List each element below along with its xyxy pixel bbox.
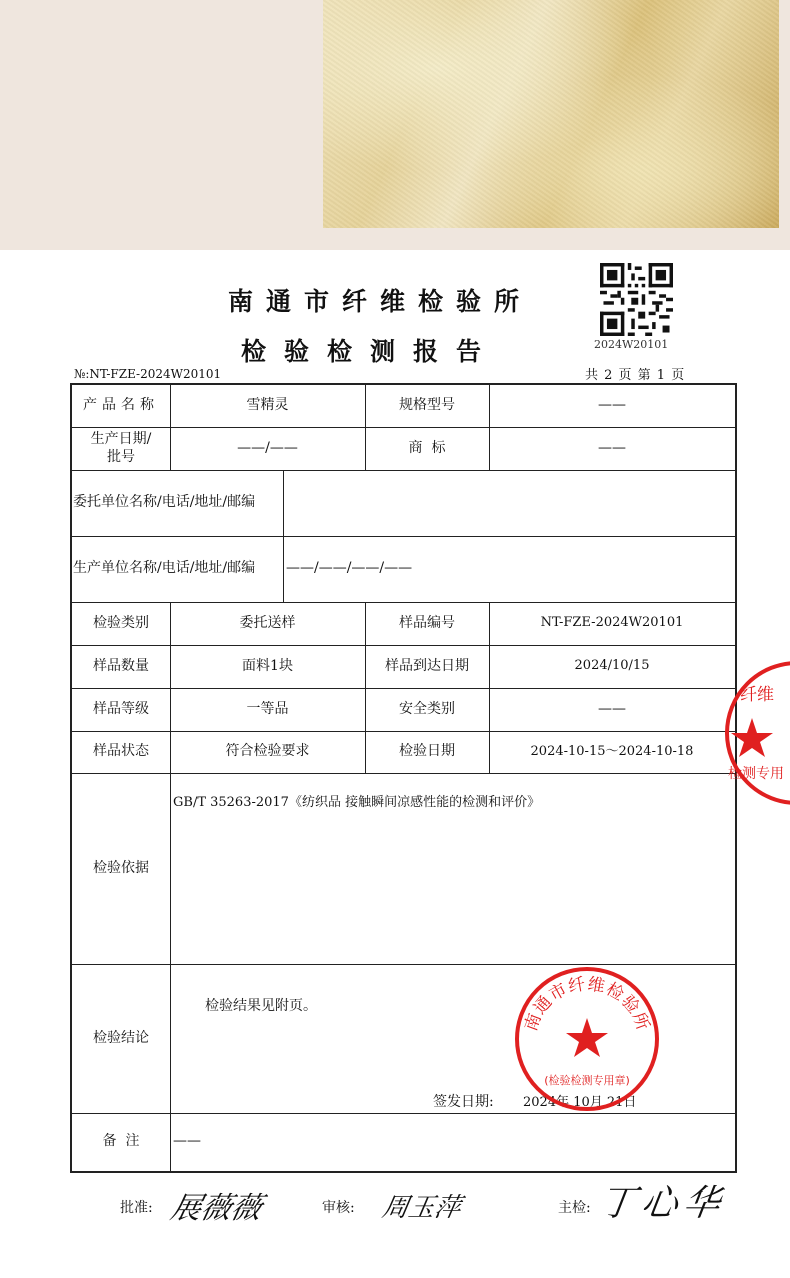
test-date-label: 检验日期 xyxy=(399,743,455,760)
seam-stamp-bottom-text: 检测专用 xyxy=(728,766,784,782)
safety-value: —— xyxy=(598,700,626,717)
producer-label: 生产单位名称/电话/地址/邮编 xyxy=(73,560,256,577)
institute-title: 南通市纤维检验所 xyxy=(227,287,532,316)
inspection-type-label: 检验类别 xyxy=(93,614,149,631)
sample-no-value: NT-FZE-2024W20101 xyxy=(540,615,684,631)
review-label: 审核: xyxy=(322,1200,355,1216)
sample-no-label: 样品编号 xyxy=(399,614,455,631)
basis-label: 检验依据 xyxy=(93,859,149,876)
test-date-value: 2024-10-15～2024-10-18 xyxy=(530,743,694,759)
conclusion-label: 检验结论 xyxy=(93,1029,149,1046)
top-banner xyxy=(0,0,790,250)
report-number: №:NT-FZE-2024W20101 xyxy=(74,367,222,381)
spec-value: —— xyxy=(598,397,626,414)
inspector-label: 主检: xyxy=(558,1200,591,1216)
approve-label: 批准: xyxy=(120,1200,153,1216)
client-value xyxy=(283,470,735,536)
date-batch-label: 生产日期/ 批号 xyxy=(90,431,152,465)
sample-qty-label: 样品数量 xyxy=(93,657,149,674)
client-label: 委托单位名称/电话/地址/邮编 xyxy=(73,494,256,511)
seam-stamp-top-text: 纤维 xyxy=(740,685,774,705)
approve-signature: 展薇薇 xyxy=(167,1191,265,1226)
stamp-sub-text: (检验检测专用章) xyxy=(544,1074,630,1087)
producer-value: ——/——/——/—— xyxy=(286,560,413,577)
issue-date-label: 签发日期: xyxy=(433,1094,494,1111)
brand-label: 商 标 xyxy=(408,439,446,456)
inspection-type-value: 委托送样 xyxy=(239,614,296,631)
arrival-date-value: 2024/10/15 xyxy=(574,658,650,674)
fabric-photo xyxy=(323,0,779,228)
issue-date-value: 2024年 10月 21日 xyxy=(523,1094,637,1110)
grade-value: 一等品 xyxy=(246,700,289,717)
stamp-arc-text: 南通市纤维检验所 xyxy=(521,974,653,1034)
arrival-date-label: 样品到达日期 xyxy=(385,657,469,674)
state-label: 样品状态 xyxy=(93,743,149,760)
seam-star-icon xyxy=(731,718,773,757)
remark-label: 备 注 xyxy=(102,1133,140,1150)
sample-qty-value: 面料1块 xyxy=(242,657,293,674)
stamp-star-icon xyxy=(566,1018,608,1057)
product-name-value: 雪精灵 xyxy=(246,397,289,414)
product-name-label: 产品名称 xyxy=(83,397,159,414)
remark-value: —— xyxy=(173,1133,201,1150)
safety-label: 安全类别 xyxy=(399,700,455,717)
report-title: 检验检测报告 xyxy=(240,337,499,366)
state-value: 符合检验要求 xyxy=(225,743,310,760)
official-stamp xyxy=(514,966,660,1112)
grade-label: 样品等级 xyxy=(93,700,149,717)
qr-code-text: 2024W20101 xyxy=(594,338,669,351)
page-info: 共 2 页 第 1 页 xyxy=(585,368,686,383)
inspector-signature: 丁心华 xyxy=(596,1183,729,1224)
review-signature: 周玉萍 xyxy=(379,1193,464,1223)
qr-code xyxy=(600,263,673,336)
conclusion-value: 检验结果见附页。 xyxy=(205,998,317,1015)
seam-stamp xyxy=(722,660,790,806)
basis-value: GB/T 35263-2017《纺织品 接触瞬间凉感性能的检测和评价》 xyxy=(173,795,541,810)
spec-label: 规格型号 xyxy=(399,397,455,414)
brand-value: —— xyxy=(598,439,626,456)
date-batch-value: ——/—— xyxy=(237,439,298,456)
signature-row xyxy=(0,1183,790,1233)
